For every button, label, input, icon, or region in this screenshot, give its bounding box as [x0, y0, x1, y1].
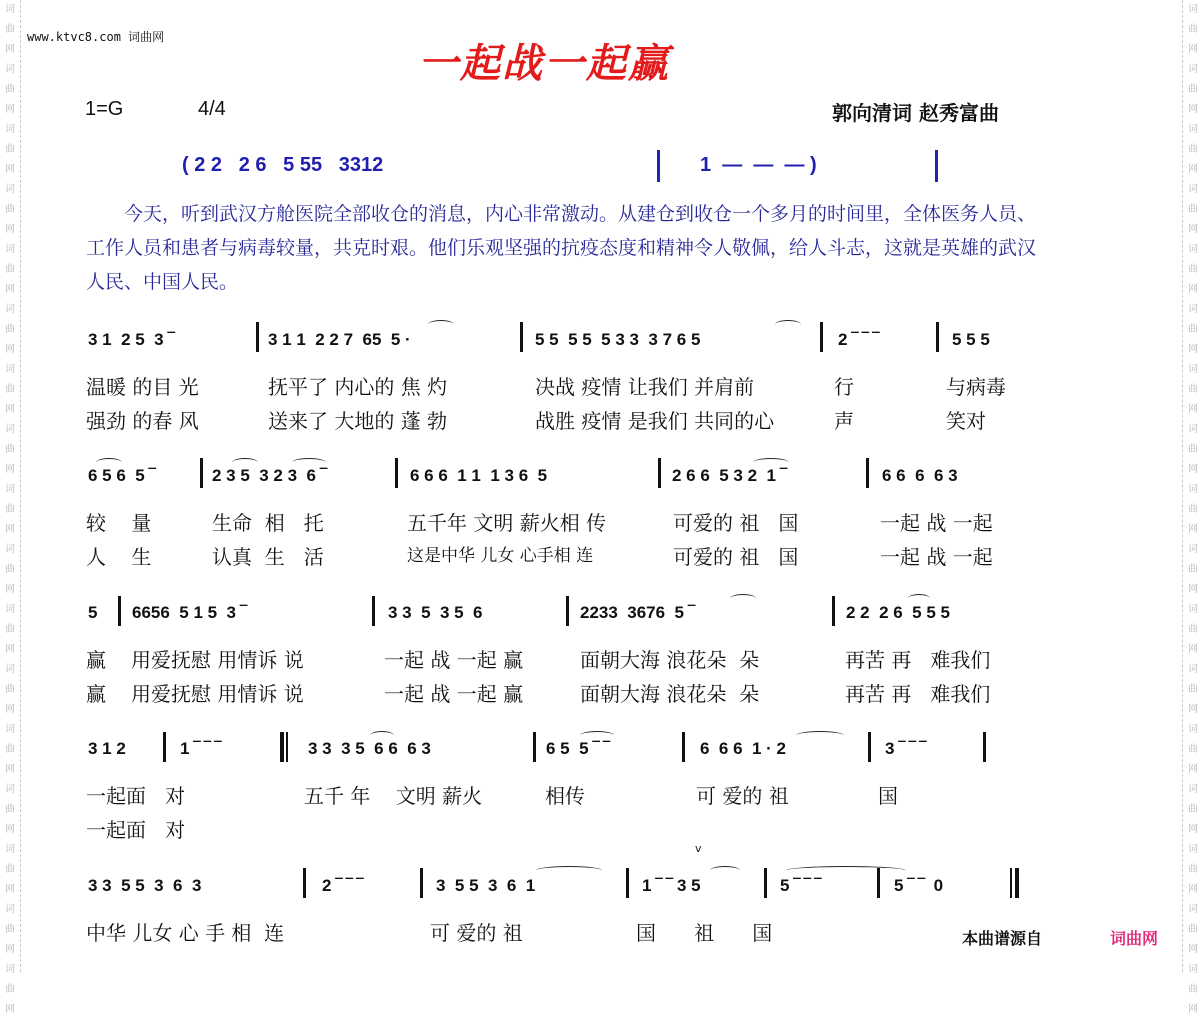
measure: 5 [88, 603, 98, 622]
time-signature: 4/4 [198, 98, 226, 120]
lyric: 五千 年 文明 薪火 [304, 784, 483, 808]
tie [710, 866, 740, 875]
barline [820, 322, 823, 352]
site-url[interactable]: www.ktvc8.com 词曲网 [27, 30, 165, 44]
intro-prose [86, 197, 1046, 299]
measure: 6656 5 1 5 3 ‾ [132, 603, 247, 622]
measure: 5 5 5 5 5 3 3 3 7 6 5 [535, 330, 701, 349]
lyric: 国 祖 国 [636, 921, 773, 945]
watermark-text: 词 曲 网 [1188, 664, 1198, 715]
lyric: 再苦 再 难我们 [845, 682, 991, 706]
watermark-text: 词 曲 网 [5, 124, 15, 175]
watermark-column-left [0, 0, 21, 1015]
watermark-text: 词 曲 网 [5, 484, 15, 535]
barline [935, 150, 938, 182]
measure: 2 3 5 3 2 3 6 ‾ [212, 466, 327, 485]
intro-measure-1: ( 2 2 2 6 5 55 3312 [182, 154, 384, 176]
barline [983, 732, 986, 762]
watermark-text: 词 曲 网 [5, 184, 15, 235]
barline [200, 458, 203, 488]
measure: 3 3 5 5 3 6 3 [88, 876, 202, 895]
lyric: 一起面 对 [86, 784, 186, 808]
breath-mark: v [695, 842, 702, 855]
lyric: 面朝大海 浪花朵 朵 [580, 648, 760, 672]
source-label: 本曲谱源自 [962, 929, 1043, 948]
watermark-text: 词 曲 网 [5, 964, 15, 1015]
watermark-text: 词 曲 网 [5, 364, 15, 415]
tie [775, 320, 801, 329]
lyric: 赢 [86, 682, 106, 706]
lyric: 可 爱的 祖 [430, 921, 523, 945]
final-barline [1010, 868, 1012, 898]
watermark-text: 词 曲 网 [1188, 724, 1198, 775]
watermark-text: 词 曲 网 [1188, 4, 1198, 55]
final-barline [1015, 868, 1019, 898]
lyric: 生命 相 托 [212, 511, 324, 535]
watermark-text: 词 曲 网 [5, 304, 15, 355]
measure: 3 5 5 3 6 1 [436, 876, 536, 895]
watermark-text: 词 曲 网 [1188, 844, 1198, 895]
barline [118, 596, 121, 626]
watermark-text: 词 曲 网 [5, 844, 15, 895]
barline [866, 458, 869, 488]
barline [372, 596, 375, 626]
repeat-barline [280, 732, 284, 762]
repeat-barline [286, 732, 288, 762]
lyric: 强劲 的春 风 [86, 409, 199, 433]
barline [936, 322, 939, 352]
barline [682, 732, 685, 762]
lyric: 认真 生 活 [212, 545, 324, 569]
tie [786, 866, 906, 875]
credits: 郭向清词 赵秀富曲 [832, 101, 999, 125]
measure: 3 1 2 5 3 ‾ [88, 330, 174, 349]
measure: 2 2 2 6 5 5 5 [846, 603, 950, 622]
watermark-text: 词 曲 网 [5, 544, 15, 595]
watermark-text: 词 曲 网 [5, 64, 15, 115]
lyric: 与病毒 [946, 375, 1006, 399]
measure: 6 5 5 ‾ ‾ [546, 739, 610, 758]
barline [566, 596, 569, 626]
brand-link[interactable]: 词曲网 [1110, 929, 1159, 948]
measure: 3 3 3 5 6 6 6 3 [308, 739, 431, 758]
measure: 1 ‾ ‾ ‾ [180, 739, 221, 758]
lyric: 行 [834, 375, 854, 399]
lyric: 国 [878, 784, 898, 808]
measure: 2233 3676 5 ‾ [580, 603, 695, 622]
lyric: 战胜 疫情 是我们 共同的心 [535, 409, 775, 433]
barline [303, 868, 306, 898]
lyric: 用爱抚慰 用情诉 说 [131, 648, 304, 672]
watermark-text: 词 曲 网 [5, 784, 15, 835]
barline [657, 150, 660, 182]
watermark-text: 词 曲 网 [1188, 964, 1198, 1015]
intro-measure-2: 1 — — — ) [700, 154, 817, 176]
barline [658, 458, 661, 488]
lyric: 笑对 [946, 409, 986, 433]
measure: 3 ‾ ‾ ‾ [885, 739, 926, 758]
watermark-text: 词 曲 网 [1188, 484, 1198, 535]
watermark-text: 词 曲 网 [1188, 784, 1198, 835]
lyric: 决战 疫情 让我们 并肩前 [535, 375, 755, 399]
lyric: 这是中华 儿女 心手相 连 [407, 546, 594, 566]
watermark-text: 词 曲 网 [1188, 124, 1198, 175]
barline [832, 596, 835, 626]
barline [256, 322, 259, 352]
measure: 2 6 6 5 3 2 1 ‾ [672, 466, 787, 485]
tie [536, 866, 602, 875]
watermark-text: 词 曲 网 [1188, 244, 1198, 295]
watermark-text: 词 曲 网 [1188, 304, 1198, 355]
lyric: 相传 [545, 784, 585, 808]
barline [395, 458, 398, 488]
watermark-text: 词 曲 网 [1188, 424, 1198, 475]
lyric: 再苦 再 难我们 [845, 648, 991, 672]
lyric: 五千年 文明 薪火相 传 [407, 511, 607, 535]
measure: 5 ‾ ‾ 0 [894, 876, 944, 895]
lyric: 一起 战 一起 [880, 511, 993, 535]
watermark-text: 词 曲 网 [1188, 364, 1198, 415]
watermark-text: 词 曲 网 [5, 664, 15, 715]
lyric: 一起 战 一起 [880, 545, 993, 569]
lyric: 送来了 大地的 蓬 勃 [268, 409, 448, 433]
measure: 3 1 1 2 2 7 65 5 · [268, 330, 411, 349]
watermark-text: 词 曲 网 [5, 4, 15, 55]
lyric: 可 爱的 祖 [696, 784, 789, 808]
measure: 5 ‾ ‾ ‾ [780, 876, 821, 895]
measure: 6 6 6 1 1 1 3 6 5 [410, 466, 548, 485]
watermark-text: 词 曲 网 [5, 724, 15, 775]
watermark-column-right [1182, 0, 1202, 1015]
tie [908, 594, 930, 603]
watermark-text: 词 曲 网 [1188, 604, 1198, 655]
lyric: 可爱的 祖 国 [673, 545, 799, 569]
prose-text: 今天，听到武汉方舱医院全部收仓的消息，内心非常激动。从建仓到收仓一个多月的时间里，全体医务人员、工作人员和患者与病毒较量，共克时艰。他们乐观坚强的抗疫态度和精神令人敬佩，给人斗志，这就是英雄的武汉人民、中国人民。 [86, 203, 1037, 293]
lyric: 面朝大海 浪花朵 朵 [580, 682, 760, 706]
lyric: 抚平了 内心的 焦 灼 [268, 375, 448, 399]
tie [730, 594, 756, 603]
measure: 1 ‾ ‾ 3 5 [642, 876, 701, 895]
measure: 6 6 6 6 3 [882, 466, 958, 485]
barline [163, 732, 166, 762]
lyric: 一起 战 一起 赢 [384, 648, 524, 672]
watermark-text: 词 曲 网 [1188, 904, 1198, 955]
barline [533, 732, 536, 762]
lyric: 可爱的 祖 国 [673, 511, 799, 535]
barline [420, 868, 423, 898]
song-title: 一起战一起赢 [418, 40, 670, 87]
lyric: 温暖 的目 光 [86, 375, 199, 399]
lyric: 用爱抚慰 用情诉 说 [131, 682, 304, 706]
measure: 5 5 5 [952, 330, 990, 349]
measure: 2 ‾ ‾ ‾ [322, 876, 363, 895]
tie [796, 731, 844, 740]
lyric: 赢 [86, 648, 106, 672]
barline [520, 322, 523, 352]
watermark-text: 词 曲 网 [5, 904, 15, 955]
key-signature: 1=G [85, 98, 124, 120]
watermark-text: 词 曲 网 [1188, 544, 1198, 595]
measure: 6 5 6 5 ‾ [88, 466, 156, 485]
watermark-text: 词 曲 网 [5, 424, 15, 475]
watermark-text: 词 曲 网 [1188, 64, 1198, 115]
lyric: 一起面 对 [86, 818, 186, 842]
watermark-text: 词 曲 网 [5, 604, 15, 655]
measure: 3 3 5 3 5 6 [388, 603, 483, 622]
barline [877, 868, 880, 898]
measure: 3 1 2 [88, 739, 126, 758]
tie [428, 320, 454, 329]
measure: 2 ‾ ‾ ‾ [838, 330, 879, 349]
lyric: 人 生 [86, 545, 152, 569]
watermark-text: 词 曲 网 [5, 244, 15, 295]
lyric: 声 [834, 409, 854, 433]
measure: 6 6 6 1 · 2 [700, 739, 786, 758]
barline [868, 732, 871, 762]
lyric: 较 量 [86, 511, 152, 535]
barline [626, 868, 629, 898]
barline [764, 868, 767, 898]
lyric: 一起 战 一起 赢 [384, 682, 524, 706]
lyric: 中华 儿女 心 手 相 连 [86, 921, 285, 945]
watermark-text: 词 曲 网 [1188, 184, 1198, 235]
